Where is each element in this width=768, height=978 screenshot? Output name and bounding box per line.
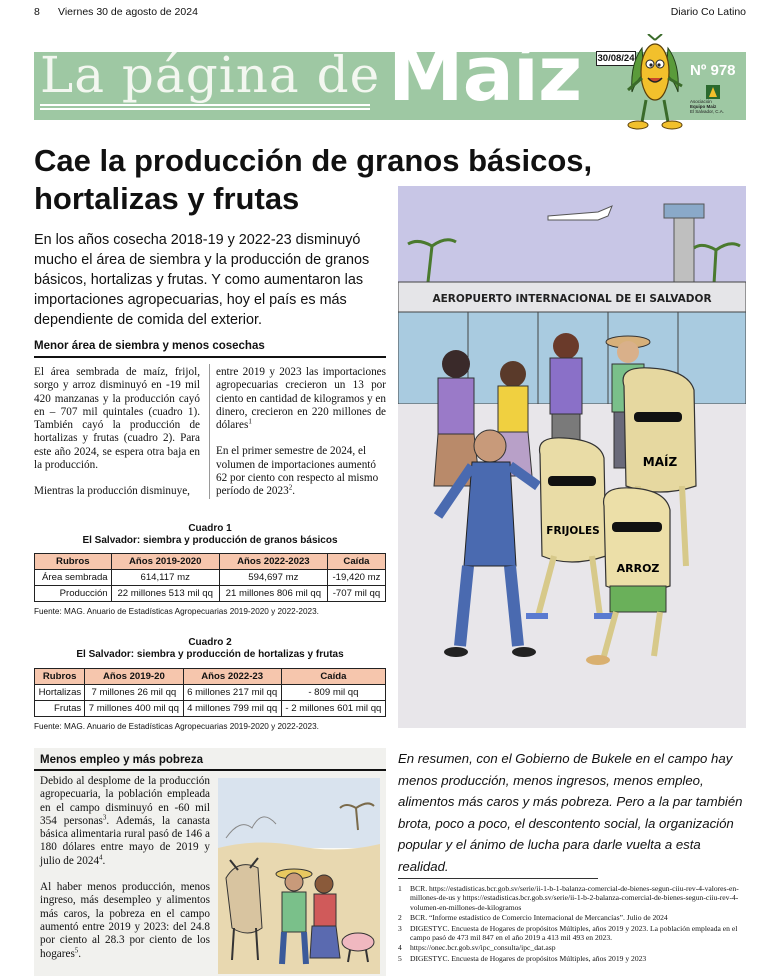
section-heading-pobreza: Menos empleo y más pobreza xyxy=(40,754,203,766)
airport-cartoon-illustration xyxy=(398,186,746,728)
table-row xyxy=(35,586,386,602)
table-header: Rubros xyxy=(35,669,85,685)
table-cell: 21 millones 806 mil qq xyxy=(219,586,327,602)
paragraph: Mientras la producción disminuye, xyxy=(34,485,190,498)
issue-number: Nº 978 xyxy=(690,62,736,79)
corn-mascot-icon xyxy=(622,34,688,134)
table-cell: - 2 millones 601 mil qq xyxy=(281,701,385,717)
paragraph: En el primer semestre de 2024, el volumen de importaciones aumentó 62 por ciento con respecto al mismo período de 2023$^2$. xyxy=(216,445,379,498)
footnote: 3 DIGESTYC. Encuesta de Hogares de propósitos Múltiples, años 2019 y 2023. La población empleada en el campo pasó de 473 mil 847 en el año 2019 a 413 mil 493 en 2023. xyxy=(398,923,738,943)
table-cell: - 809 mil qq xyxy=(281,685,385,701)
table-cell: 7 millones 400 mil qq xyxy=(85,701,183,717)
table-header: Rubros xyxy=(35,554,112,570)
main-headline: Cae la producción de granos básicos, hortalizas y frutas xyxy=(34,143,593,216)
issue-date: Viernes 30 de agosto de 2024 xyxy=(58,6,198,18)
table1-source: Fuente: MAG. Anuario de Estadísticas Agropecuarias 2019-2020 y 2022-2023. xyxy=(34,607,319,616)
table-header: Caída xyxy=(281,669,385,685)
page-header-line xyxy=(34,6,746,20)
footnote: 2 BCR. “Informe estadístico de Comercio Internacional de Mercancías”. Julio de 2024 xyxy=(398,913,668,923)
table-header: Años 2019-20 xyxy=(85,669,183,685)
svg-text:FRIJOLES: FRIJOLES xyxy=(546,525,600,537)
footnote: 1 BCR. https://estadisticas.bcr.gob.sv/serie/ii-1-b-1-balanza-comercial-de-bienes-segun-ciiu-rev-4-valores-en-millones-de-us y https://estadisticas.bcr.gob.sv/serie/ii-1-b-2-balanza-comercial-de-bienes-segun-ciiu-rev-4-volumen-en-millones-de-kilogramos xyxy=(398,884,739,912)
svg-text:ARROZ: ARROZ xyxy=(616,562,660,575)
table-cell: -19,420 mz xyxy=(327,570,385,586)
masthead-title-left: La página de xyxy=(40,46,381,104)
column-divider xyxy=(209,364,210,499)
masthead-title-big: Maíz xyxy=(388,29,582,118)
paragraph: El área sembrada de maíz, frijol, sorgo y arroz disminuyó en -19 mil 420 manzanas y la producción cayó en – 707 mil quintales (cuadro 1). También cayó la producción de hortalizas y frutas (cuadro 2). Para este año 2024, se espera otra baja en la producción. xyxy=(34,366,200,472)
table-row xyxy=(35,701,386,717)
table-cell: -707 mil qq xyxy=(327,586,385,602)
paragraph: Al haber menos producción, menos ingreso, más desempleo y alimentos más caros, la pobreza en el campo aumentó entre 2019 y 2023: del 24.8 por ciento al 28.3 por ciento de los hogares$^5$. xyxy=(40,881,210,960)
table-cell: 4 millones 799 mil qq xyxy=(183,701,281,717)
masthead-underline xyxy=(40,104,370,110)
table-cell: 22 millones 513 mil qq xyxy=(111,586,219,602)
table-cell: Hortalizas xyxy=(35,685,85,701)
table-row xyxy=(35,685,386,701)
table2-caption: Cuadro 2 El Salvador: siembra y producción de hortalizas y frutas xyxy=(76,637,344,660)
airport-sign: AEROPUERTO INTERNACIONAL DE El SALVADOR xyxy=(432,293,712,305)
footnotes-rule xyxy=(398,878,598,879)
table-cell: Producción xyxy=(35,586,112,602)
table-cell: 594,697 mz xyxy=(219,570,327,586)
table-row xyxy=(35,570,386,586)
table-cell: 7 millones 26 mil qq xyxy=(85,685,183,701)
table-header: Caída xyxy=(327,554,385,570)
summary-paragraph: En resumen, con el Gobierno de Bukele en el campo hay menos producción, menos ingresos, menos empleo, alimentos más caros y más pobreza. Pero a la par también brota, poco a poco, el descontento social, la organización popular y el ánimo de lucha para darle vuelta a esta realidad. xyxy=(398,751,743,874)
table-cell: Frutas xyxy=(35,701,85,717)
table-header-row xyxy=(35,669,386,685)
table-cell: Área sembrada xyxy=(35,570,112,586)
body-column-pobreza xyxy=(40,775,210,974)
table-granos-basicos xyxy=(34,553,386,602)
dry-field-cartoon-illustration xyxy=(218,778,380,974)
table-header-row xyxy=(35,554,386,570)
body-column-1 xyxy=(34,366,200,512)
footnote: 5 DIGESTYC. Encuesta de Hogares de propósitos Múltiples, años 2019 y 2023 xyxy=(398,953,647,963)
page-number: 8 xyxy=(34,6,40,18)
table-header: Años 2022-23 xyxy=(183,669,281,685)
logo-text: Asociación Equipo Maíz El Salvador, C.A. xyxy=(690,99,725,114)
paragraph: Debido al desplome de la producción agropecuaria, la población empleada en el campo disminuyó en -60 mil 354 personas$^3$. Además, la canasta básica alimentaria rural pasó de 146 a 180 dólares entre mayo de 2019 y julio de 2024$^4$. xyxy=(40,775,210,867)
table-hortalizas-frutas xyxy=(34,668,386,717)
svg-text:MAÍZ: MAÍZ xyxy=(642,455,678,469)
table2-source: Fuente: MAG. Anuario de Estadísticas Agropecuarias 2019-2020 y 2022-2023. xyxy=(34,722,319,731)
table-header: Años 2022-2023 xyxy=(219,554,327,570)
section-rule xyxy=(34,769,386,771)
table-header: Años 2019-2020 xyxy=(111,554,219,570)
table1-caption: Cuadro 1 El Salvador: siembra y producción de granos básicos xyxy=(82,523,338,546)
paragraph: entre 2019 y 2023 las importaciones agropecuarias crecieron un 13 por ciento en cantidad de kilogramos y en dinero, crecieron en 220 millones de dólares$^1$ xyxy=(216,366,386,432)
body-column-2 xyxy=(216,366,386,512)
table-cell: 6 millones 217 mil qq xyxy=(183,685,281,701)
masthead-date-badge: 30/08/24 xyxy=(597,53,635,64)
table-cell: 614,117 mz xyxy=(111,570,219,586)
lead-paragraph: En los años cosecha 2018-19 y 2022-23 disminuyó mucho el área de siembra y la producción de granos básicos, hortalizas y frutas. Y como aumentaron las importaciones agropecuarias, hoy el país es más dependiente de comida del exterior. xyxy=(34,232,370,328)
footnotes-list xyxy=(398,884,746,964)
footnote: 4 https://onec.bcr.gob.sv/ipc_consulta/ipc_dat.asp xyxy=(398,943,556,953)
equipo-maiz-logo xyxy=(690,84,740,118)
section-rule xyxy=(34,356,386,358)
section-heading-siembra: Menor área de siembra y menos cosechas xyxy=(34,340,265,352)
publication-name: Diario Co Latino xyxy=(670,6,746,18)
